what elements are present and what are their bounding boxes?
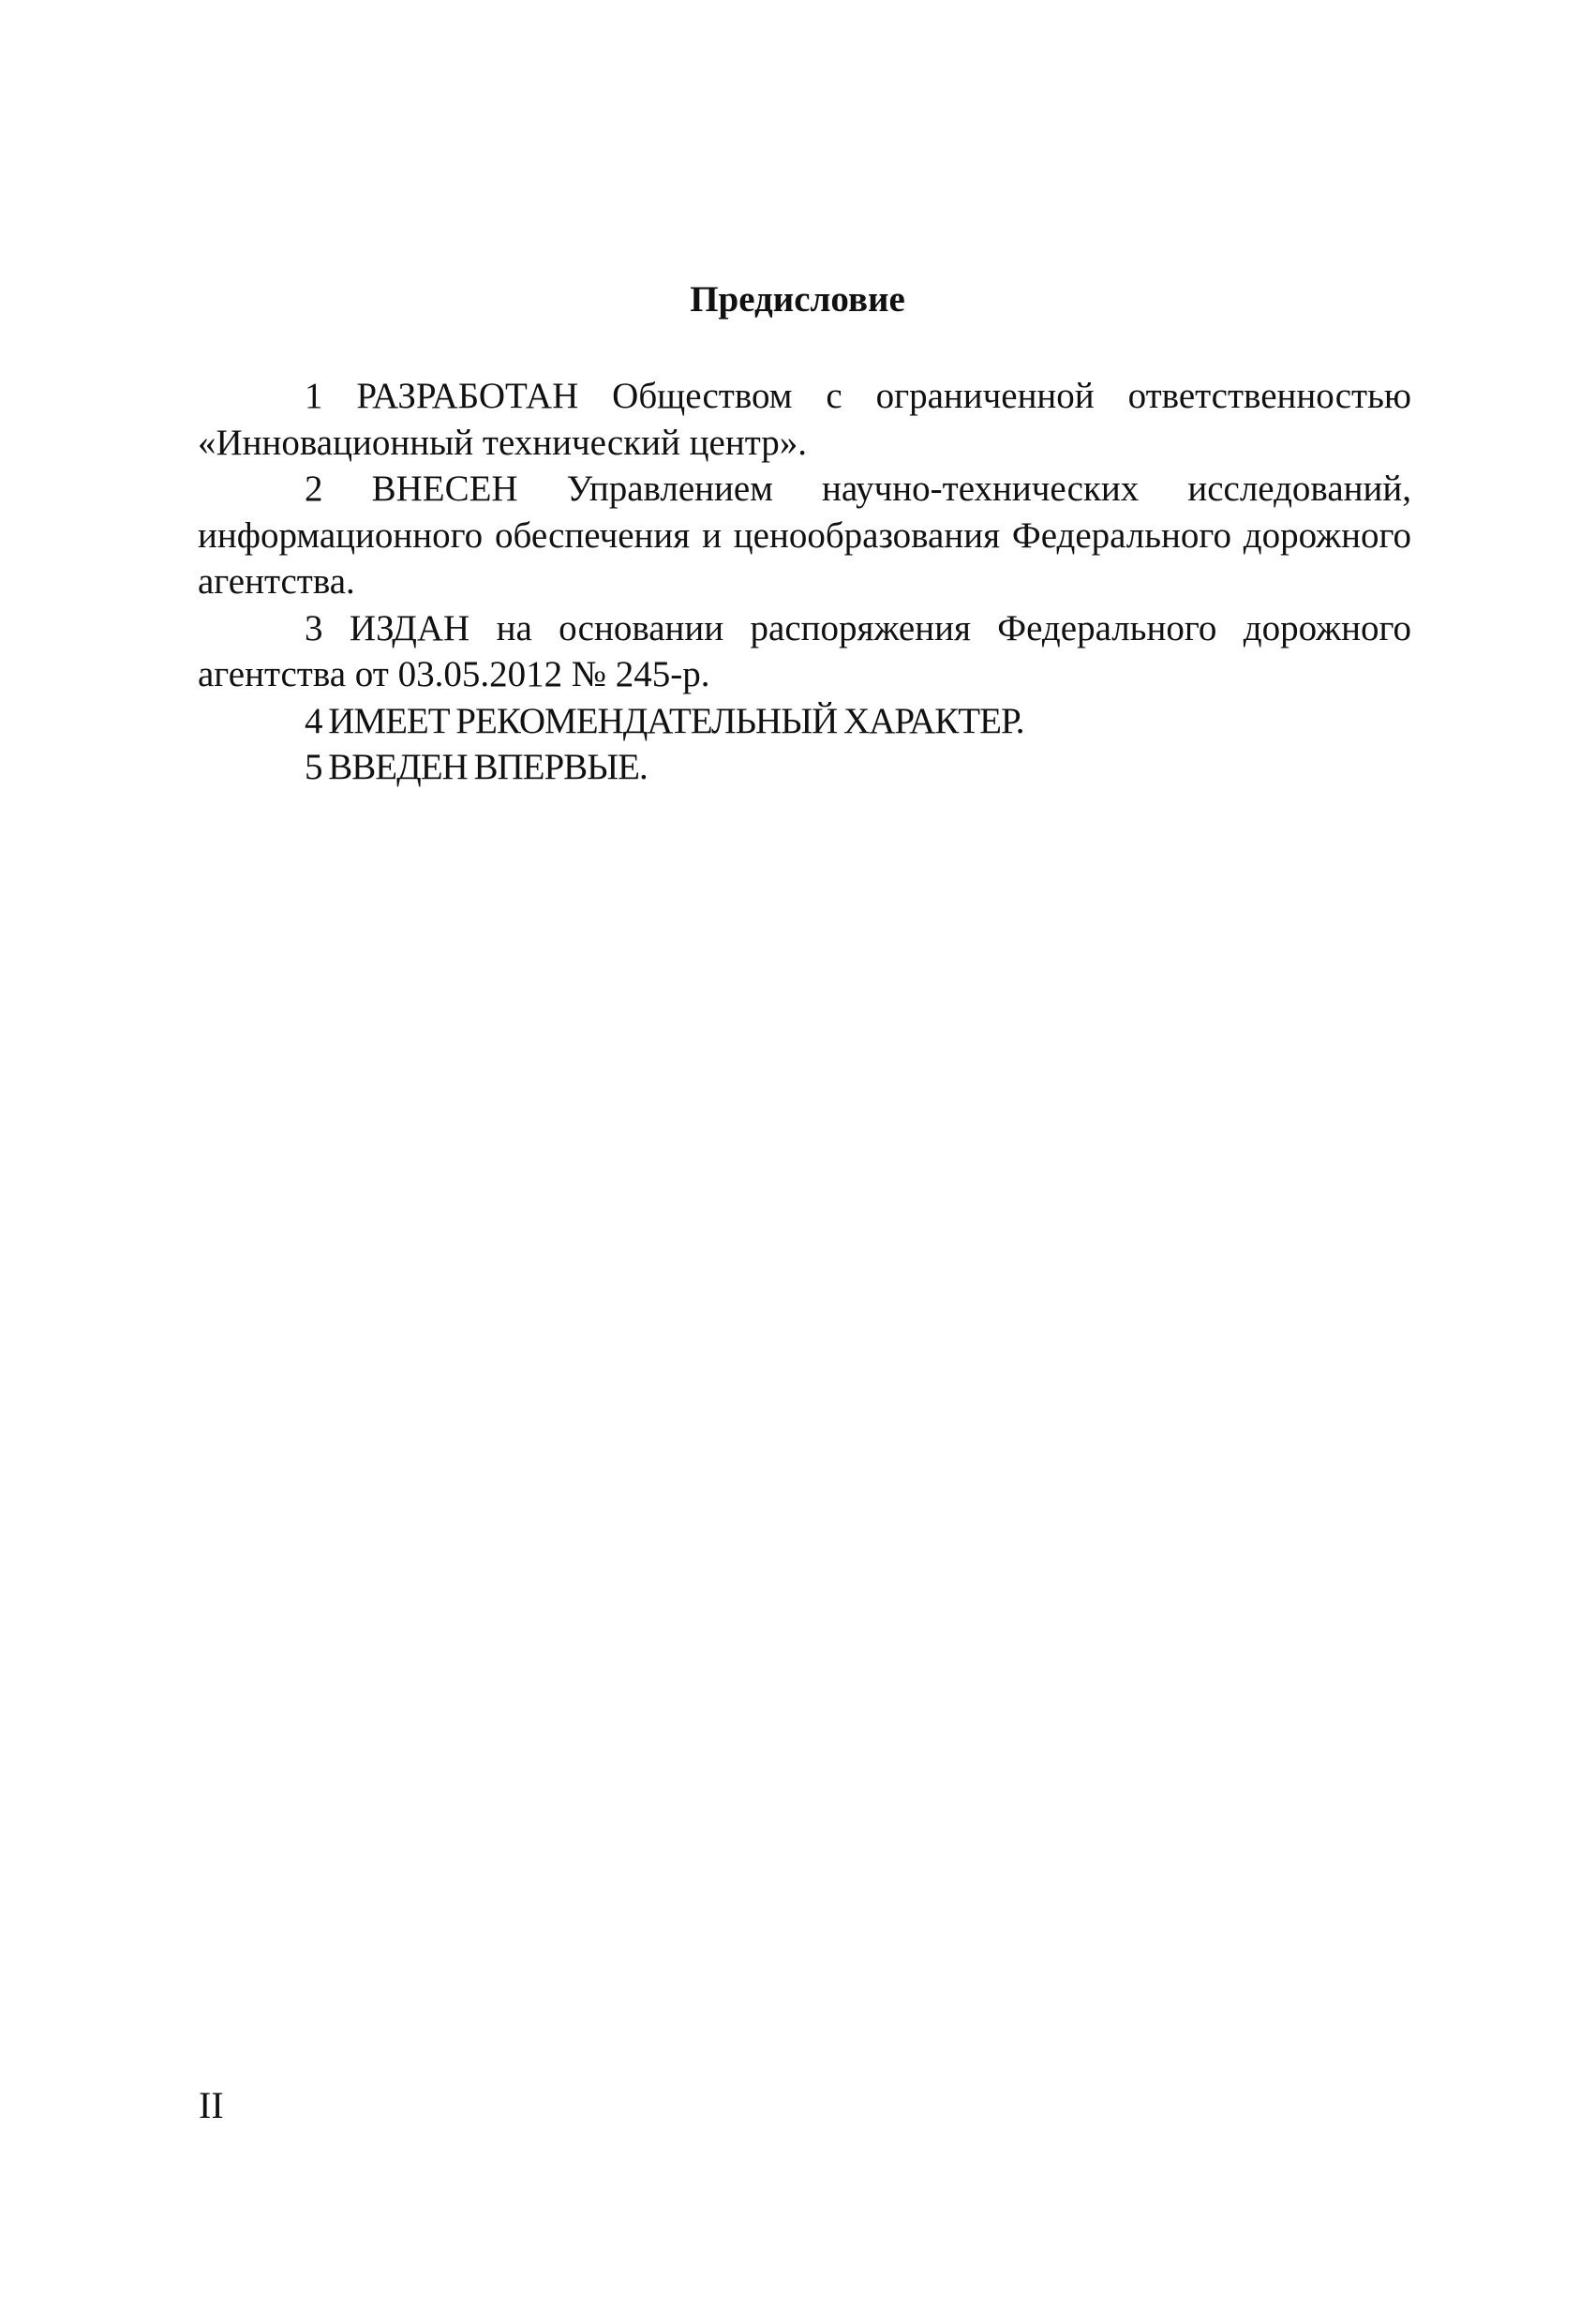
paragraph-introduced: 5 ВВЕДЕН ВПЕРВЫЕ. (305, 747, 648, 787)
paragraph-submitted: 2 ВНЕСЕН Управлением научно-технических исследований, информационного обеспечения и ценообразования Федерального дорожного агентства. (198, 469, 1411, 602)
page-title: Предисловие (690, 279, 905, 320)
page-number: II (199, 2084, 224, 2126)
paragraph-developed: 1 РАЗРАБОТАН Обществом с ограниченной ответственностью «Инновационный технический центр». (198, 376, 1411, 463)
foreword-body (198, 373, 1411, 791)
paragraph-published: 3 ИЗДАН на основании распоряжения Федерального дорожного агентства от 03.05.2012 № 245-р. (198, 607, 1411, 694)
paragraph-recommendation: 4 ИМЕЕТ РЕКОМЕНДАТЕЛЬНЫЙ ХАРАКТЕР. (305, 700, 1024, 741)
